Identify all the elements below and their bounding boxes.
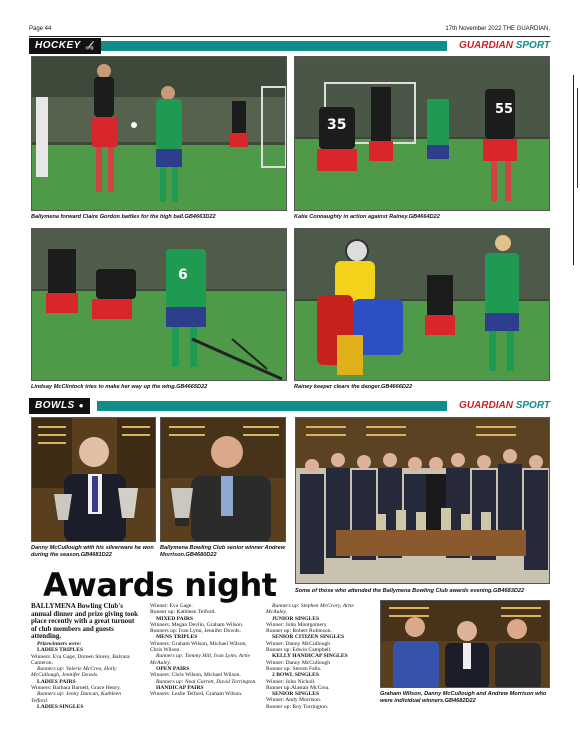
article-paragraph: Runners up: Tommy Hill, Ivan Lynn, Artie McAuley. — [150, 653, 250, 666]
article-paragraph: Runner up: Robert Robinson. — [266, 628, 332, 635]
article-paragraph: Winner: Danny McCullough — [266, 640, 331, 647]
article-paragraph: Winners: Megan Devlin, Graham Wilson. — [150, 621, 244, 628]
bowls-photo-2 — [160, 417, 286, 542]
article-paragraph: Winner: Andy Morrison. — [266, 697, 322, 704]
article-paragraph: LADIES SINGLES — [37, 703, 84, 710]
hockey-section-tag — [29, 38, 101, 54]
page-edge-rule — [573, 75, 575, 265]
hockey-photo-4 — [294, 228, 550, 381]
bowls-photo-3-image — [296, 418, 550, 584]
issue-date-masthead: 17th November 2022 THE GUARDIAN, — [445, 26, 550, 32]
article-paragraph: Winner: John Montgomery — [266, 621, 327, 628]
guardian-sport-logo — [459, 40, 550, 51]
shirt-number-35: 35 — [327, 117, 347, 133]
article-paragraph: Runner up:Alastair McCrea. — [266, 684, 330, 691]
article-paragraph: Runners up: Valerie McCrea, Holly McCullough, Jennifer Dowds. — [31, 666, 117, 679]
article-paragraph: BALLYMENA Bowling Club's annual dinner and prize giving took place recently with a great turnout of club members and guests attending. — [31, 602, 139, 641]
article-column-2 — [150, 603, 258, 697]
shirt-number-55: 55 — [495, 102, 514, 117]
bowls-caption-1: Danny McCullough with his silverware he won during the season.GB4681D22 — [31, 545, 154, 558]
article-paragraph: LADIES PAIRS — [37, 678, 76, 685]
brand-guardian: GUARDIAN — [459, 400, 513, 411]
article-headline: Awards night — [43, 566, 277, 604]
bowls-section-tag — [29, 398, 90, 414]
article-paragraph: Winners: Eva Gage, Doreen Storey, Balvara Cameron. — [31, 653, 130, 666]
article-paragraph: Winners: Barbara Barnett, Grace Henry. — [31, 685, 121, 692]
article-paragraph: OPEN PAIRS — [156, 665, 190, 672]
page-edge-rule-2 — [577, 88, 578, 188]
hockey-caption-4: Rainey keeper clears the danger.GB4666D22 — [294, 384, 413, 390]
brand-sport: SPORT — [515, 400, 550, 411]
brand-sport: SPORT — [515, 40, 550, 51]
brand-guardian: GUARDIAN — [459, 40, 513, 51]
hockey-caption-2: Katie Connaughty in action against Rainey.GB4664D22 — [294, 214, 440, 220]
article-paragraph: Runner up: Edwin Campbell. — [266, 647, 332, 654]
bowls-photo-2-image — [161, 418, 286, 542]
hockey-photo-2-image — [295, 57, 550, 211]
page-number: Page 44 — [29, 26, 52, 32]
bowls-color-band — [97, 401, 447, 411]
article-paragraph: KELLY HANDICAP SINGLES — [272, 653, 348, 660]
bowls-photo-1 — [31, 417, 156, 542]
hockey-stick-icon: 🏑︎ — [84, 41, 96, 50]
article-paragraph: MENS TRIPLES — [156, 634, 198, 641]
article-paragraph: Prizewinners were: — [37, 640, 82, 647]
bowls-caption-3: Some of those who attended the Ballymena Bowling Club awards evening.GB4683D22 — [295, 588, 525, 594]
article-column-1 — [31, 603, 139, 710]
hockey-color-band — [91, 41, 447, 51]
bowls-photo-4-image — [381, 601, 550, 688]
article-paragraph: MIXED PAIRS — [156, 615, 194, 622]
article-paragraph: Runners up: Neal Garrett, David Torrington. — [156, 678, 257, 685]
top-rule — [29, 36, 550, 37]
article-paragraph: Winners: Leslie Telford, Graham Wilson. — [150, 691, 243, 698]
bowls-photo-1-image — [32, 418, 156, 542]
article-paragraph: Winner: Eva Gage. — [150, 603, 193, 609]
article-paragraph: Winner: Danny McCullough — [266, 659, 331, 666]
article-paragraph: Runners up: Jenny Duncan, Kathleen Telford. — [31, 691, 122, 704]
article-column-3 — [266, 603, 374, 710]
hockey-photo-1 — [31, 56, 287, 211]
guardian-sport-logo-2 — [459, 400, 550, 411]
bowls-caption-2: Ballymena Bowling Club senior winner Andrew Morrison.GB4680D22 — [160, 545, 286, 558]
article-paragraph: Winners: Graham Wilson, Michael Wilson, Chris Wilson. — [150, 640, 247, 654]
article-paragraph: SENIOR SINGLES — [272, 691, 320, 698]
hockey-photo-3 — [31, 228, 287, 381]
article-paragraph: SENIOR CITIZEN SINGLES — [272, 634, 345, 641]
hockey-tag-label: HOCKEY — [35, 40, 81, 51]
hockey-caption-3: Lindsay McClintock tries to make her way up the wing.GB4665D22 — [31, 384, 208, 390]
article-paragraph: HANDICAP PAIRS — [156, 684, 204, 691]
article-paragraph: Winner: John Nicholl. — [266, 678, 316, 685]
article-paragraph: Runners up: Stephen McCrory, Artie McAuley. — [266, 603, 354, 616]
bowls-tag-label: BOWLS — [35, 400, 75, 411]
hockey-caption-1: Ballymena forward Claire Gordon battles for the high ball.GB4663D22 — [31, 214, 216, 220]
article-paragraph: Winners: Chris Wilson, Michael Wilson. — [150, 672, 241, 679]
article-paragraph: 2 BOWL SINGLES — [272, 672, 319, 679]
hockey-photo-1-image — [32, 57, 287, 211]
hockey-section-bar — [29, 38, 550, 54]
shirt-number-6: 6 — [178, 267, 188, 283]
bowling-ball-icon: ● — [78, 401, 85, 410]
article-paragraph: Runner up: Kathleen Telford. — [150, 609, 216, 616]
bowls-photo-3 — [295, 417, 550, 584]
hockey-photo-3-image — [32, 229, 287, 381]
bowls-photo-4 — [380, 600, 550, 688]
article-paragraph: Runner up: Steven Falls. — [266, 665, 322, 672]
article-paragraph: JUNIOR SINGLES — [272, 615, 320, 622]
article-paragraph: LADIES TRIPLES — [37, 647, 84, 654]
article-paragraph: Runner up: Roy Torrington. — [266, 703, 329, 710]
bowls-caption-4: Graham Wilson, Danny McCullough and Andrew Morrison who were individual winners.GB4682D22 — [380, 691, 547, 704]
hockey-photo-2 — [294, 56, 550, 211]
bowls-section-bar — [29, 398, 550, 414]
hockey-photo-4-image — [295, 229, 550, 381]
article-paragraph: Runners up: Ivan Lynn, Jennifer Dowds. — [150, 628, 241, 635]
